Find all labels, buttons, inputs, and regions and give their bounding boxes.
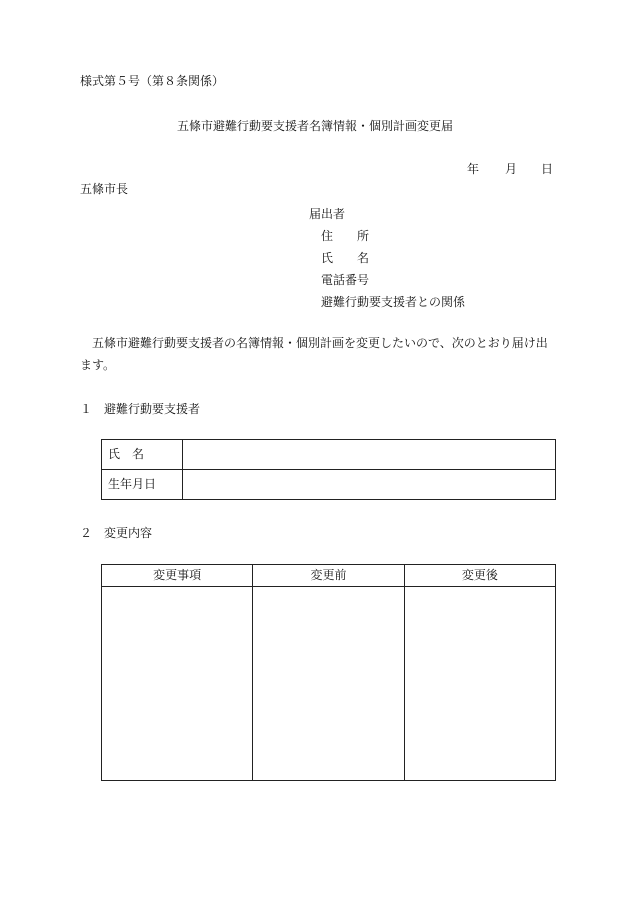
person-birthdate-field[interactable] — [183, 470, 556, 500]
section1-heading: １ 避難行動要支援者 — [80, 402, 201, 416]
changes-body-row — [102, 587, 556, 781]
changes-header-row — [102, 565, 556, 587]
applicant-relation-label: 避難行動要支援者との関係 — [321, 295, 466, 309]
document-title: 五條市避難行動要支援者名簿情報・個別計画変更届 — [176, 119, 453, 133]
applicant-phone-label: 電話番号 — [321, 273, 370, 287]
person-name-field[interactable] — [183, 440, 556, 470]
date-year-label: 年 — [467, 162, 480, 176]
person-row-name — [102, 440, 556, 470]
changes-table — [101, 564, 556, 781]
change-item-cell[interactable] — [102, 587, 253, 781]
column-header-change-item: 変更事項 — [102, 565, 253, 587]
person-name-label: 氏 名 — [102, 440, 183, 470]
date-day-label: 日 — [541, 162, 554, 176]
column-header-before: 変更前 — [253, 565, 404, 587]
before-cell[interactable] — [253, 587, 404, 781]
statement-text: 五條市避難行動要支援者の名簿情報・個別計画を変更したいので、次のとおり届け出ます。 — [80, 336, 548, 372]
column-header-after: 変更後 — [404, 565, 555, 587]
section2-heading: ２ 変更内容 — [80, 526, 153, 540]
applicant-name-label: 氏名 — [321, 251, 369, 265]
form-number: 様式第５号（第８条関係） — [80, 74, 225, 88]
date-month-label: 月 — [505, 162, 518, 176]
applicant-heading: 届出者 — [309, 207, 346, 221]
applicant-address-label: 住所 — [321, 229, 369, 243]
person-birthdate-label: 生年月日 — [102, 470, 183, 500]
person-row-birthdate — [102, 470, 556, 500]
after-cell[interactable] — [404, 587, 555, 781]
recipient: 五條市長 — [80, 182, 129, 196]
person-table — [101, 439, 556, 500]
